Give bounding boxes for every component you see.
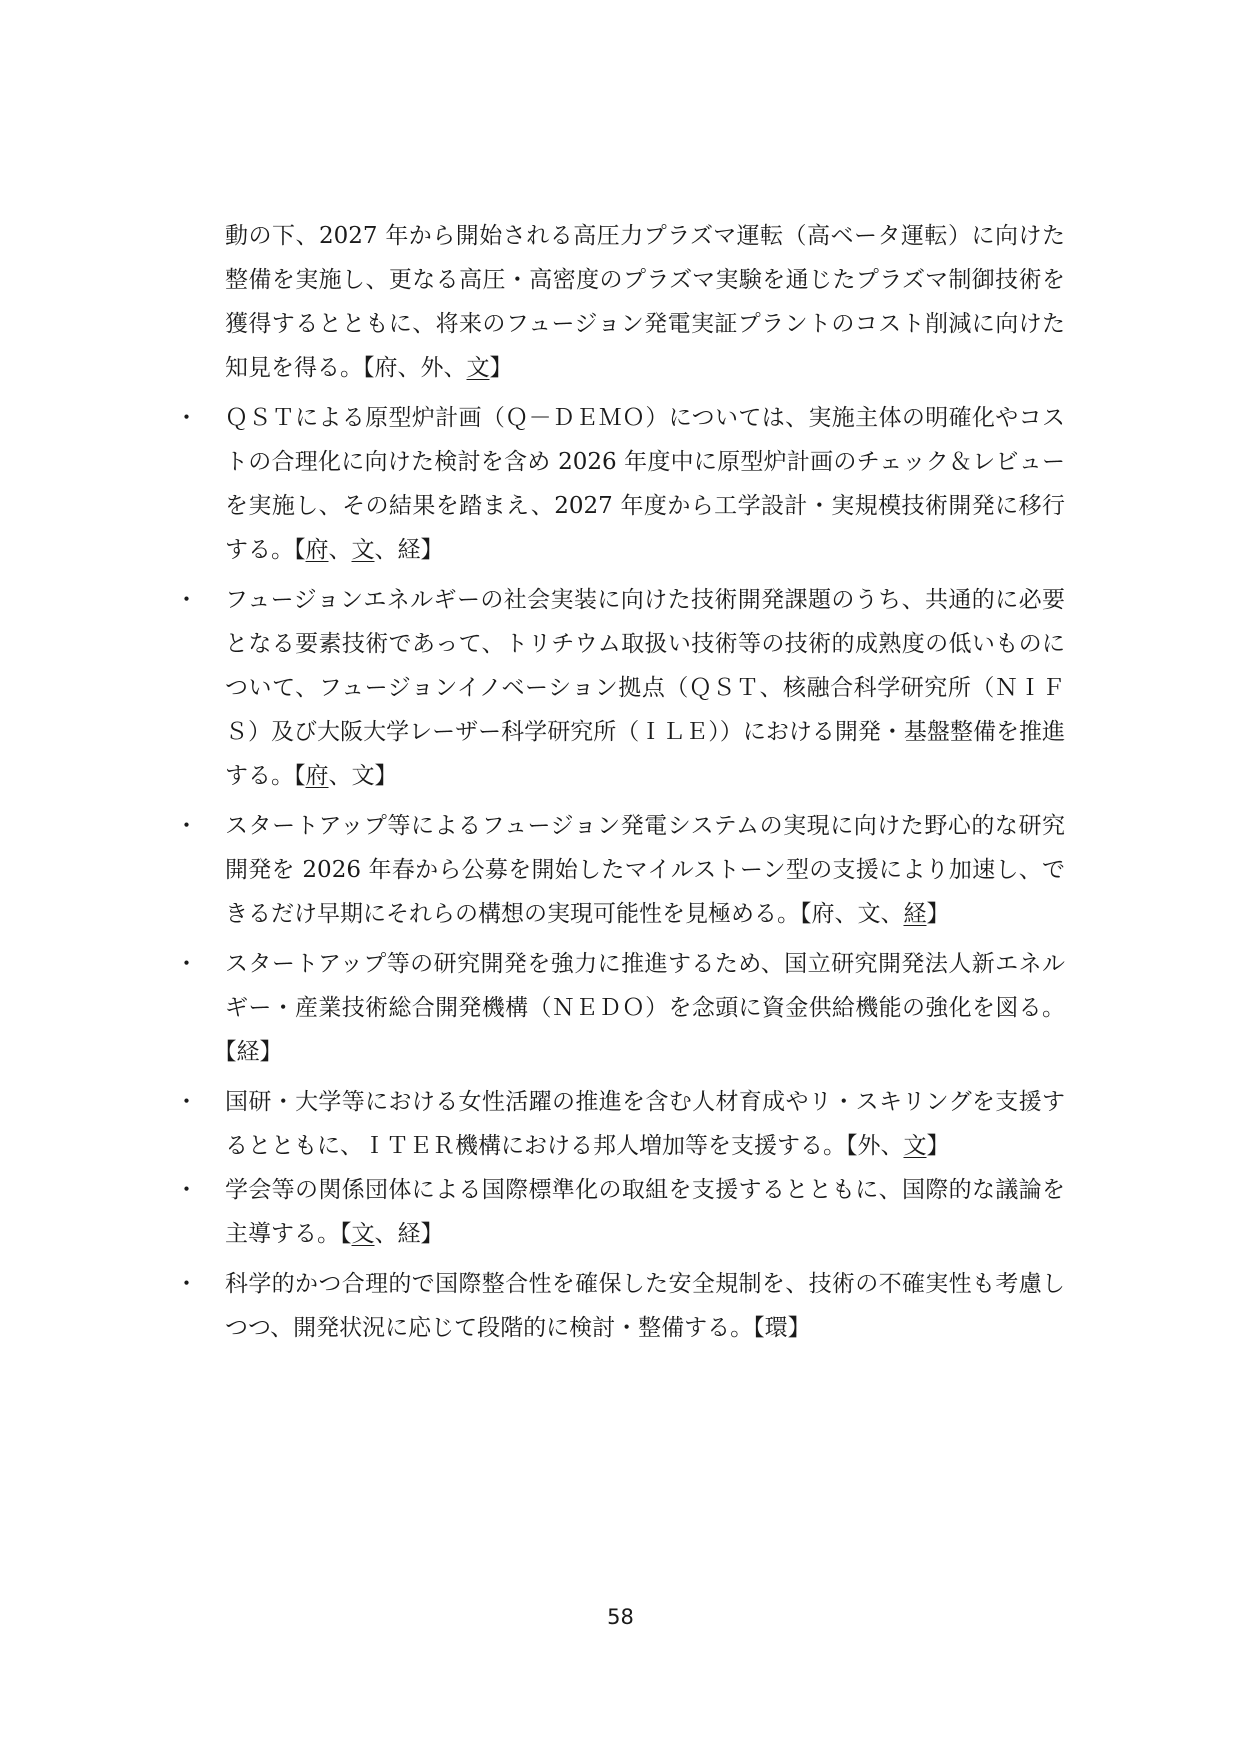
ministry-tag: 文 xyxy=(351,763,375,789)
bullet-item xyxy=(175,1168,1065,1256)
ministry-tag: 文 xyxy=(903,1133,927,1159)
ministry-tag: 外 xyxy=(857,1133,881,1159)
tag-bracket-close: 】 xyxy=(787,1315,811,1341)
tag-separator: 、 xyxy=(443,355,467,381)
page-number: 58 xyxy=(607,1605,634,1629)
ministry-tags xyxy=(294,537,444,563)
tag-bracket-open: 【 xyxy=(294,763,306,789)
ministry-tag: 環 xyxy=(764,1315,788,1341)
ministry-tag: 府 xyxy=(305,537,329,563)
tag-bracket-close: 】 xyxy=(489,355,513,381)
item-text: 国研・大学等における女性活躍の推進を含む人材育成やリ・スキリングを支援するとともに、ＩＴＥＲ機構における邦人増加等を支援する。 xyxy=(225,1089,1065,1159)
tag-bracket-close: 】 xyxy=(374,763,398,789)
item-text: フュージョンエネルギーの社会実装に向けた技術開発課題のうち、共通的に必要となる要素技術であって、トリチウム取扱い技術等の技術的成熟度の低いものについて、フュージョンイノベーション拠点（ＱＳＴ、核融合科学研究所（ＮＩＦＳ）及び大阪大学レーザー科学研究所（ＩＬＥ））における開発・基盤整備を推進する。 xyxy=(225,587,1065,789)
bullet-item xyxy=(175,804,1065,936)
tag-separator: 、 xyxy=(397,355,421,381)
item-text: スタートアップ等の研究開発を強力に推進するため、国立研究開発法人新エネルギー・産業技術総合開発機構（ＮＥＤＯ）を念頭に資金供給機能の強化を図る。 xyxy=(225,951,1065,1021)
tag-bracket-open: 【 xyxy=(846,1133,858,1159)
item-text: 科学的かつ合理的で国際整合性を確保した安全規制を、技術の不確実性も考慮しつつ、開発状況に応じて段階的に検討・整備する。 xyxy=(225,1271,1065,1341)
bullet-item xyxy=(175,396,1065,572)
tag-separator: 、 xyxy=(374,1221,398,1247)
ministry-tag: 府 xyxy=(374,355,398,381)
tag-bracket-open: 【 xyxy=(800,901,812,927)
tag-separator: 、 xyxy=(834,901,858,927)
paragraph-continuation xyxy=(175,214,1065,390)
ministry-tag: 経 xyxy=(903,901,927,927)
ministry-tags xyxy=(294,763,398,789)
ministry-tag: 府 xyxy=(305,763,329,789)
tag-bracket-open: 【 xyxy=(294,537,306,563)
tag-separator: 、 xyxy=(880,901,904,927)
ministry-tag: 文 xyxy=(351,537,375,563)
ministry-tags xyxy=(846,1133,950,1159)
tag-bracket-close: 】 xyxy=(926,1133,950,1159)
ministry-tag: 経 xyxy=(397,537,421,563)
ministry-tag: 経 xyxy=(236,1039,260,1065)
document-body xyxy=(175,214,1065,1350)
tag-separator: 、 xyxy=(328,763,352,789)
item-text: 学会等の関係団体による国際標準化の取組を支援するとともに、国際的な議論を主導する。 xyxy=(225,1177,1066,1247)
ministry-tags xyxy=(340,1221,444,1247)
tag-bracket-open: 【 xyxy=(363,355,375,381)
tag-separator: 、 xyxy=(880,1133,904,1159)
tag-bracket-close: 】 xyxy=(420,1221,444,1247)
item-text: スタートアップ等によるフュージョン発電システムの実現に向けた野心的な研究開発を 2026 年春から公募を開始したマイルストーン型の支援により加速し、できるだけ早期にそれらの構想の実現可能性を見極める。 xyxy=(225,813,1065,927)
ministry-tags xyxy=(225,1039,283,1065)
tag-separator: 、 xyxy=(328,537,352,563)
bullet-item xyxy=(175,942,1065,1074)
tag-separator: 、 xyxy=(374,537,398,563)
item-text: ＱＳＴによる原型炉計画（Ｑ－ＤＥＭＯ）については、実施主体の明確化やコストの合理化に向けた検討を含め 2026 年度中に原型炉計画のチェック＆レビューを実施し、その結果を踏まえ、2027 年度から工学設計・実規模技術開発に移行する。 xyxy=(225,405,1065,563)
tag-bracket-open: 【 xyxy=(340,1221,352,1247)
tag-bracket-open: 【 xyxy=(753,1315,765,1341)
ministry-tag: 文 xyxy=(351,1221,375,1247)
ministry-tag: 外 xyxy=(420,355,444,381)
ministry-tag: 経 xyxy=(397,1221,421,1247)
ministry-tag: 文 xyxy=(466,355,490,381)
bullet-item xyxy=(175,1262,1065,1350)
tag-bracket-close: 】 xyxy=(926,901,950,927)
ministry-tag: 府 xyxy=(811,901,835,927)
ministry-tag: 文 xyxy=(857,901,881,927)
tag-bracket-open: 【 xyxy=(225,1039,237,1065)
ministry-tags xyxy=(753,1315,811,1341)
bullet-item xyxy=(175,1080,1065,1168)
tag-bracket-close: 】 xyxy=(420,537,444,563)
ministry-tags xyxy=(363,355,513,381)
bullet-item xyxy=(175,578,1065,798)
ministry-tags xyxy=(800,901,950,927)
tag-bracket-close: 】 xyxy=(259,1039,283,1065)
item-text: 動の下、2027 年から開始される高圧力プラズマ運転（高ベータ運転）に向けた整備を実施し、更なる高圧・高密度のプラズマ実験を通じたプラズマ制御技術を獲得するとともに、将来のフュージョン発電実証プラントのコスト削減に向けた知見を得る。 xyxy=(225,223,1065,381)
